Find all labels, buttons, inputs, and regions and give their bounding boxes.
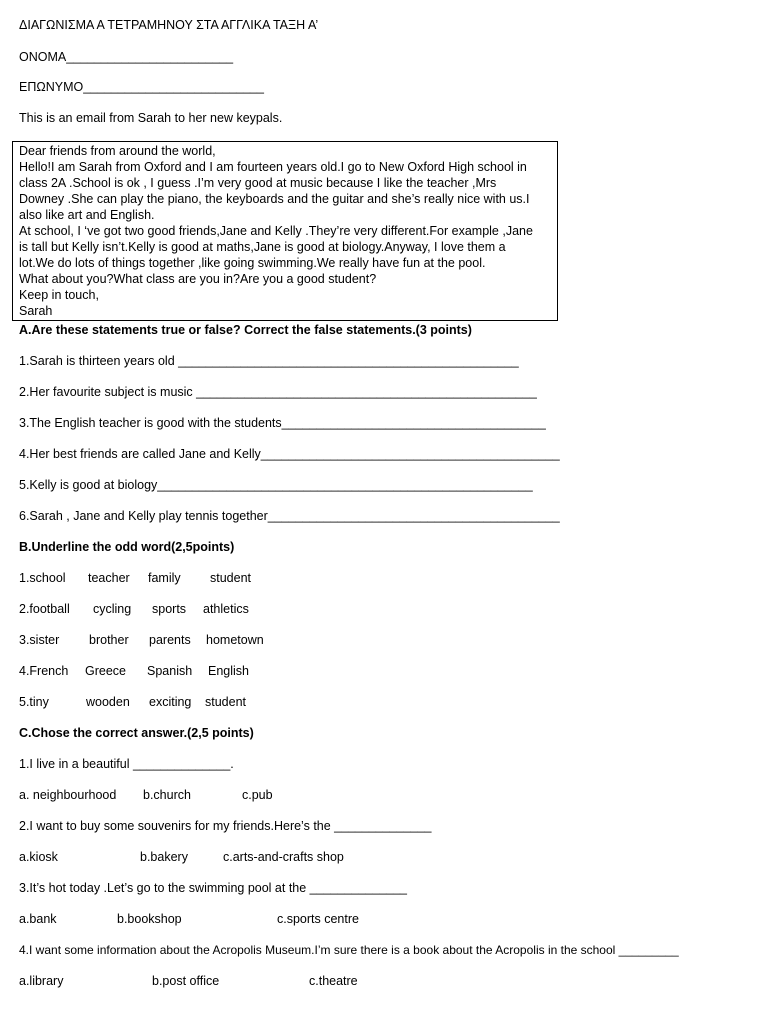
answer-option[interactable]: c.sports centre — [277, 912, 359, 926]
statement-item[interactable]: 3.The English teacher is good with the students______________________________________ — [19, 416, 546, 430]
odd-word-option[interactable]: cycling — [93, 602, 132, 616]
odd-word-number: 1.school — [19, 571, 66, 585]
email-box — [12, 141, 558, 321]
question-text: 2.I want to buy some souvenirs for my friends.Here’s the ______________ — [19, 819, 432, 833]
statement-item[interactable]: 6.Sarah , Jane and Kelly play tennis together__________________________________________ — [19, 509, 560, 523]
answer-option[interactable]: b.post office — [152, 974, 220, 988]
email-line: Keep in touch, — [19, 288, 99, 302]
answer-option[interactable]: c.theatre — [309, 974, 358, 988]
section-a-heading: A.Are these statements true or false? Correct the false statements.(3 points) — [19, 323, 472, 337]
statement-item[interactable]: 1.Sarah is thirteen years old _________________________________________________ — [19, 354, 519, 368]
answer-option[interactable]: c.arts-and-crafts shop — [223, 850, 344, 864]
question-text: 3.It’s hot today .Let’s go to the swimming pool at the ______________ — [19, 881, 408, 895]
answer-option[interactable]: b.bookshop — [117, 912, 182, 926]
email-line: Dear friends from around the world, — [19, 144, 216, 158]
odd-word-option[interactable]: hometown — [206, 633, 264, 647]
answer-option[interactable]: a. neighbourhood — [19, 788, 117, 802]
answer-option[interactable]: b.bakery — [140, 850, 188, 864]
odd-word-option[interactable]: exciting — [149, 695, 192, 709]
odd-word-option[interactable]: family — [148, 571, 181, 585]
question-text: 1.I live in a beautiful ______________. — [19, 757, 234, 771]
odd-word-number: 2.football — [19, 602, 70, 616]
section-c-heading: C.Chose the correct answer.(2,5 points) — [19, 726, 254, 740]
odd-word-option[interactable]: English — [208, 664, 249, 678]
odd-word-number: 3.sister — [19, 633, 60, 647]
odd-word-number: 4.French — [19, 664, 69, 678]
email-line: What about you?What class are you in?Are you a good student? — [19, 272, 377, 286]
odd-word-option[interactable]: parents — [149, 633, 191, 647]
answer-option[interactable]: c.pub — [242, 788, 273, 802]
odd-word-option[interactable]: teacher — [88, 571, 130, 585]
odd-word-option[interactable]: brother — [89, 633, 129, 647]
email-line: Downey .She can play the piano, the keyboards and the guitar and she’s really nice with us.I — [19, 192, 530, 206]
email-line: class 2A .School is ok , I guess .I’m very good at music because I like the teacher ,Mrs — [19, 176, 497, 190]
odd-word-number: 5.tiny — [19, 695, 49, 709]
surname-field[interactable]: ΕΠΩΝΥΜΟ__________________________ — [19, 80, 264, 94]
statement-item[interactable]: 2.Her favourite subject is music _________________________________________________ — [19, 385, 537, 399]
email-line: lot.We do lots of things together ,like going swimming.We really have fun at the pool. — [19, 256, 486, 270]
answer-option[interactable]: a.bank — [19, 912, 57, 926]
question-text: 4.I want some information about the Acropolis Museum.I’m sure there is a book about the Acropolis in the school _________ — [19, 943, 679, 957]
email-line: At school, I ‘ve got two good friends,Jane and Kelly .They’re very different.For example ,Jane — [19, 224, 533, 238]
statement-item[interactable]: 4.Her best friends are called Jane and Kelly___________________________________________ — [19, 447, 560, 461]
odd-word-option[interactable]: sports — [152, 602, 187, 616]
statement-item[interactable]: 5.Kelly is good at biology______________________________________________________ — [19, 478, 533, 492]
answer-option[interactable]: a.library — [19, 974, 64, 988]
section-b-heading: B.Underline the odd word(2,5points) — [19, 540, 235, 554]
email-line: is tall but Kelly isn’t.Kelly is good at maths,Jane is good at biology.Anyway, I love them a — [19, 240, 506, 254]
odd-word-option[interactable]: student — [205, 695, 247, 709]
name-field[interactable]: ΟΝΟΜΑ________________________ — [19, 50, 234, 64]
email-line: Sarah — [19, 304, 53, 318]
email-line: also like art and English. — [19, 208, 155, 222]
odd-word-option[interactable]: athletics — [203, 602, 249, 616]
answer-option[interactable]: b.church — [143, 788, 191, 802]
odd-word-option[interactable]: Greece — [85, 664, 126, 678]
odd-word-option[interactable]: student — [210, 571, 252, 585]
answer-option[interactable]: a.kiosk — [19, 850, 58, 864]
odd-word-option[interactable]: Spanish — [147, 664, 193, 678]
intro-text: This is an email from Sarah to her new keypals. — [19, 111, 283, 125]
email-line: Hello!I am Sarah from Oxford and I am fourteen years old.I go to New Oxford High school in — [19, 160, 527, 174]
odd-word-option[interactable]: wooden — [86, 695, 130, 709]
page-title: ΔΙΑΓΩΝΙΣΜΑ Α ΤΕΤΡΑΜΗΝΟΥ ΣΤΑ ΑΓΓΛΙΚΑ ΤΑΞΗ Α’ — [19, 18, 319, 32]
